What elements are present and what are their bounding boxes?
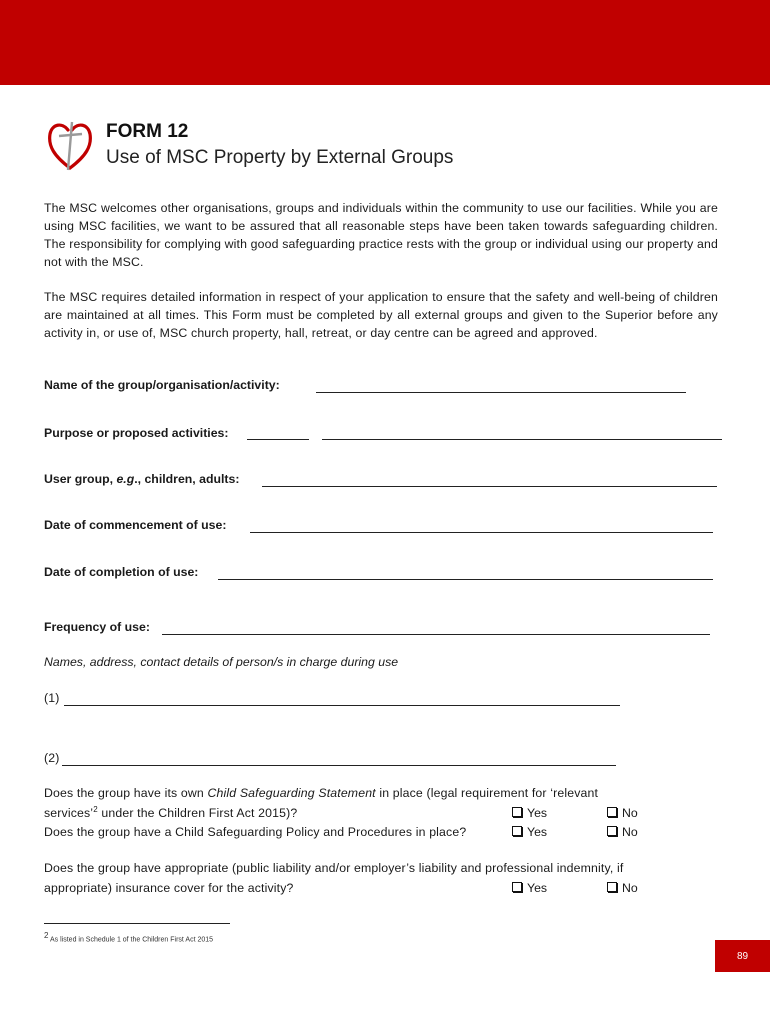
intro-paragraph-1: The MSC welcomes other organisations, groups and individuals within the community to use our facilities. While you are using MSC facilities, we want to be assured that all reasonable steps have been taken towards safeguarding children. The responsibility for complying with good safeguarding practice rests with the group or individual using our property and not with the MSC.: [44, 201, 718, 269]
question-3-line-1: Does the group have appropriate (public liability and/or employer’s liability and professional indemnity, if: [44, 861, 624, 875]
frequency-input[interactable]: [162, 634, 710, 635]
contact-2-label: (2): [44, 751, 60, 765]
q2-no-checkbox[interactable]: No: [607, 825, 638, 839]
question-2: Does the group have a Child Safeguarding Policy and Procedures in place?: [44, 825, 467, 839]
user-group-label: User group, e.g., children, adults:: [44, 472, 240, 486]
page-number: 89: [715, 940, 770, 972]
q2-yes-checkbox[interactable]: Yes: [512, 825, 547, 839]
q1-yes-checkbox[interactable]: Yes: [512, 806, 547, 820]
q1-no-checkbox[interactable]: No: [607, 806, 638, 820]
user-group-input[interactable]: [262, 486, 717, 487]
intro-paragraph-2: The MSC requires detailed information in respect of your application to ensure that the safety and well-being of children are maintained at all times. This Form must be completed by all external groups and given to the Superior before any activity in, or use of, MSC church property, hall, retreat, or day centre can be agreed and approved.: [44, 290, 718, 340]
group-name-label: Name of the group/organisation/activity:: [44, 378, 280, 392]
question-1-line-2: services’$^2$ under the Children First Act 2015)?: [44, 805, 298, 821]
q3-yes-checkbox[interactable]: Yes: [512, 881, 547, 895]
checkbox-icon: [607, 882, 617, 892]
question-1-line-1: Does the group have its own Child Safeguarding Statement in place (legal requirement for ‘relevant: [44, 786, 599, 800]
group-name-input[interactable]: [316, 392, 686, 393]
commencement-date-input[interactable]: [250, 532, 713, 533]
checkbox-icon: [607, 807, 617, 817]
form-number: FORM 12: [106, 121, 189, 142]
question-3-line-2: appropriate) insurance cover for the activity?: [44, 881, 294, 895]
checkbox-icon: [512, 882, 522, 892]
completion-date-label: Date of completion of use:: [44, 565, 199, 579]
contact-1-label: (1): [44, 691, 60, 705]
purpose-input-short[interactable]: [247, 439, 309, 440]
header-banner: [0, 0, 770, 85]
checkbox-icon: [607, 826, 617, 836]
footnote: $^2$ As listed in Schedule 1 of the Children First Act 2015: [44, 931, 214, 944]
checkbox-icon: [512, 826, 522, 836]
msc-heart-cross-logo: [46, 118, 94, 172]
contacts-heading: Names, address, contact details of person/s in charge during use: [44, 655, 399, 669]
purpose-label: Purpose or proposed activities:: [44, 426, 229, 440]
form-title: Use of MSC Property by External Groups: [106, 147, 454, 168]
footnote-divider: [44, 923, 230, 924]
q3-no-checkbox[interactable]: No: [607, 881, 638, 895]
commencement-date-label: Date of commencement of use:: [44, 518, 227, 532]
contact-1-input[interactable]: [64, 705, 620, 706]
checkbox-icon: [512, 807, 522, 817]
purpose-input[interactable]: [322, 439, 722, 440]
completion-date-input[interactable]: [218, 579, 713, 580]
contact-2-input[interactable]: [62, 765, 616, 766]
frequency-label: Frequency of use:: [44, 620, 150, 634]
